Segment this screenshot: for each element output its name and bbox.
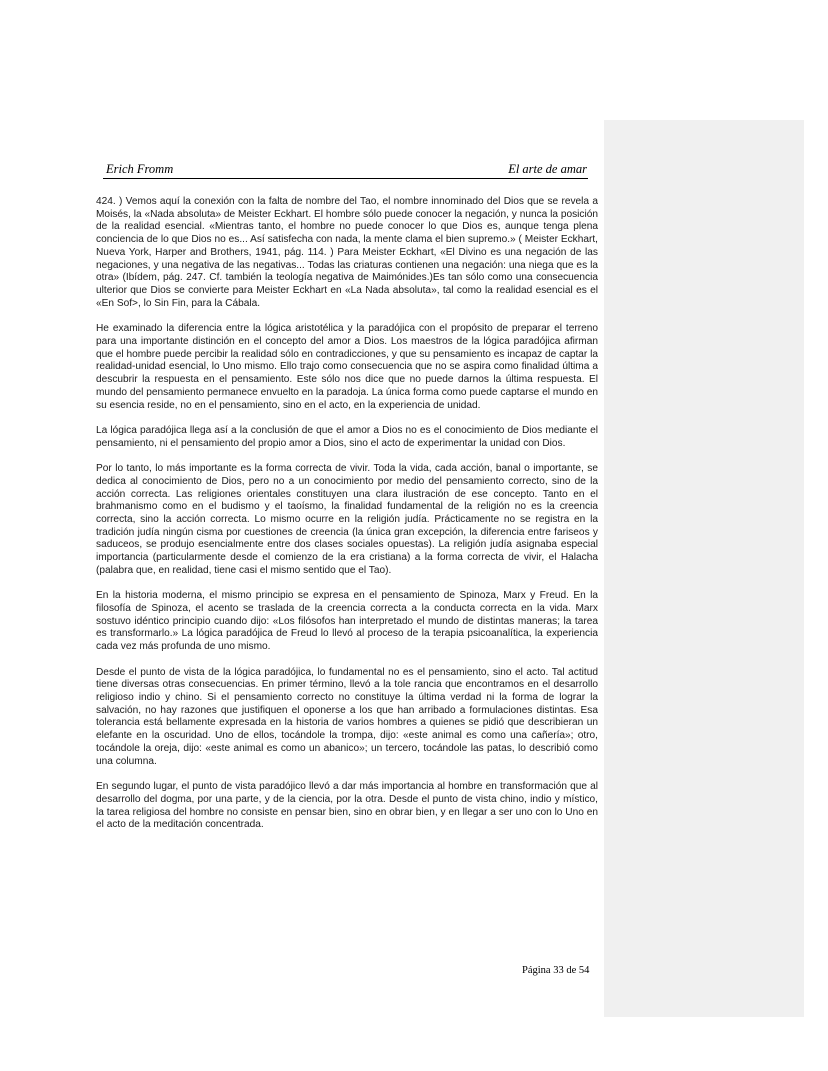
page-header: [103, 161, 588, 179]
comment-pane: [604, 120, 804, 1017]
page-number: Página 33 de 54: [522, 965, 590, 976]
paragraph: En segundo lugar, el punto de vista paradójico llevó a dar más importancia al hombre en transformación que al desarrollo del dogma, por una parte, y de la ciencia, por la otra. Desde el punto de vista chino, indio y místico, la tarea religiosa del hombre no consiste en pensar bien, sino en obrar bien, y en llegar a ser uno con lo Uno en el acto de la meditación concentrada.: [96, 781, 598, 831]
paragraph: La lógica paradójica llega así a la conclusión de que el amor a Dios no es el conocimiento de Dios mediante el pensamiento, ni el pensamiento del propio amor a Dios, sino el acto de experimentar la unidad con Dios.: [96, 424, 598, 449]
paragraph: He examinado la diferencia entre la lógica aristotélica y la paradójica con el propósito de preparar el terreno para una importante distinción en el concepto del amor a Dios. Los maestros de la lógica paradójica afirman que el hombre puede percibir la realidad sólo en contradicciones, y que su pensamiento es incapaz de captar la realidad-unidad esencial, lo Uno mismo. Ello trajo como consecuencia que no se aspira como finalidad última a descubrir la respuesta en el pensamiento. Este sólo nos dice que no puede darnos la última respuesta. El mundo del pensamiento permanece envuelto en la paradoja. La única forma como puede captarse el mundo en su esencia reside, no en el pensamiento, sino en el acto, en la experiencia de unidad.: [96, 323, 598, 411]
paragraph: En la historia moderna, el mismo principio se expresa en el pensamiento de Spinoza, Marx y Freud. En la filosofía de Spinoza, el acento se traslada de la creencia correcta a la conducta correcta en la vida. Marx sostuvo idéntico principio cuando dijo: «Los filósofos han interpretado el mundo de distintas maneras; la tarea es transformarlo.» La lógica paradójica de Freud lo llevó al proceso de la terapia psicoanalítica, la experiencia cada vez más profunda de uno mismo.: [96, 590, 598, 653]
paragraph: 424. ) Vemos aquí la conexión con la falta de nombre del Tao, el nombre innominado del Dios que se revela a Moisés, la «Nada absoluta» de Meister Eckhart. El hombre sólo puede conocer la negación, y nunca la posición de la realidad esencial. «Mientras tanto, el hombre no puede conocer lo que Dios es, aunque tenga plena conciencia de lo que Dios no es... Así satisfecha con nada, la mente clama el bien supremo.» ( Meister Eckhart, Nueva York, Harper and Brothers, 1941, pág. 114. ) Para Meister Eckhart, «El Divino es una negación de las negaciones, y una negativa de las negativas... Todas las criaturas contienen una negación: una niega que es la otra» (Ibídem, pág. 247. Cf. también la teología negativa de Maimónides.)Es tan sólo como una consecuencia ulterior que Dios se convierte para Meister Eckhart en «La Nada absoluta», tal como la realidad esencial es el «En Sof>, lo Sin Fin, para la Cábala.: [96, 196, 598, 309]
header-book-title: El arte de amar: [508, 162, 587, 176]
header-author: Erich Fromm: [106, 162, 174, 176]
paragraph: Desde el punto de vista de la lógica paradójica, lo fundamental no es el pensamiento, sino el acto. Tal actitud tiene diversas otras consecuencias. En primer término, llevó a la tole rancia que encontramos en el desarrollo religioso indio y chino. Si el pensamiento correcto no constituye la última verdad ni la forma de lograr la salvación, no hay razones que justifiquen el oponerse a los que han arribado a formulaciones distintas. Esa tolerancia está bellamente expresada en la historia de varios hombres a quienes se pidió que describieran un elefante en la oscuridad. Uno de ellos, tocándole la trompa, dijo: «este animal es como una cañería»; otro, tocándole la oreja, dijo: «este animal es como un abanico»; un tercero, tocándole las patas, lo describió como una columna.: [96, 666, 598, 767]
body-text: [96, 196, 598, 845]
paragraph: Por lo tanto, lo más importante es la forma correcta de vivir. Toda la vida, cada acción, banal o importante, se dedica al conocimiento de Dios, pero no a un conocimiento por medio del pensamiento correcto, sino de la acción correcta. Las religiones orientales constituyen una clara ilustración de ese concepto. Tanto en el brahmanismo como en el budismo y el taoísmo, la finalidad fundamental de la religión no es la creencia correcta, sino la acción correcta. Lo mismo ocurre en la religión judía. Prácticamente no se registra en la tradición judía ningún cisma por cuestiones de creencia (la única gran excepción, la diferencia entre fariseos y saduceos, se produjo esencialmente entre dos clases sociales opuestas). La religión judía asignaba especial importancia (particularmente desde el comienzo de la era cristiana) a la forma correcta de vivir, el Halacha (palabra que, en realidad, tiene casi el mismo sentido que el Tao).: [96, 463, 598, 576]
